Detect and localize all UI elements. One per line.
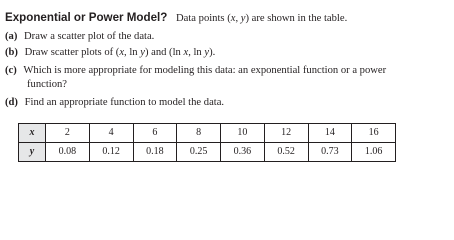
part-d [5, 96, 224, 109]
part-b-text: Draw scatter plots of (x, ln y) and (ln x, ln y). [24, 47, 216, 58]
table-cell-y: 0.08 [46, 143, 90, 162]
part-c-text-line2: function? [27, 79, 68, 90]
table-cell-y: 0.73 [308, 143, 352, 162]
table-cell-y: 0.12 [89, 143, 133, 162]
table-cell-y: 0.25 [177, 143, 221, 162]
table-cell-y: 1.06 [352, 143, 396, 162]
table-cell-x: 2 [46, 124, 90, 143]
x-header-cell: x [19, 124, 46, 143]
part-b-label: (b) [5, 47, 18, 58]
table-cell-y: 0.36 [221, 143, 265, 162]
part-a-text: Draw a scatter plot of the data. [24, 31, 155, 42]
part-c [5, 64, 386, 77]
part-c-continuation [27, 78, 67, 91]
table-cell-x: 14 [308, 124, 352, 143]
data-table [18, 123, 396, 162]
table-cell-x: 8 [177, 124, 221, 143]
table-row-y [19, 143, 396, 162]
table-cell-y: 0.18 [133, 143, 177, 162]
table-cell-x: 12 [264, 124, 308, 143]
table-cell-y: 0.52 [264, 143, 308, 162]
part-c-label: (c) [5, 65, 17, 76]
y-header-cell: y [19, 143, 46, 162]
table-row-x [19, 124, 396, 143]
part-d-text: Find an appropriate function to model the data. [24, 97, 225, 108]
intro-text: Data points (x, y) are shown in the table. [176, 13, 348, 24]
part-c-text-line1: Which is more appropriate for modeling this data: an exponential function or a power [23, 65, 387, 76]
part-a [5, 30, 154, 43]
part-a-label: (a) [5, 31, 18, 42]
problem-title: Exponential or Power Model? [5, 11, 168, 24]
table-cell-x: 4 [89, 124, 133, 143]
table-cell-x: 10 [221, 124, 265, 143]
part-b [5, 46, 215, 59]
part-d-label: (d) [5, 97, 18, 108]
table-cell-x: 6 [133, 124, 177, 143]
intro-line [5, 11, 347, 25]
table-cell-x: 16 [352, 124, 396, 143]
